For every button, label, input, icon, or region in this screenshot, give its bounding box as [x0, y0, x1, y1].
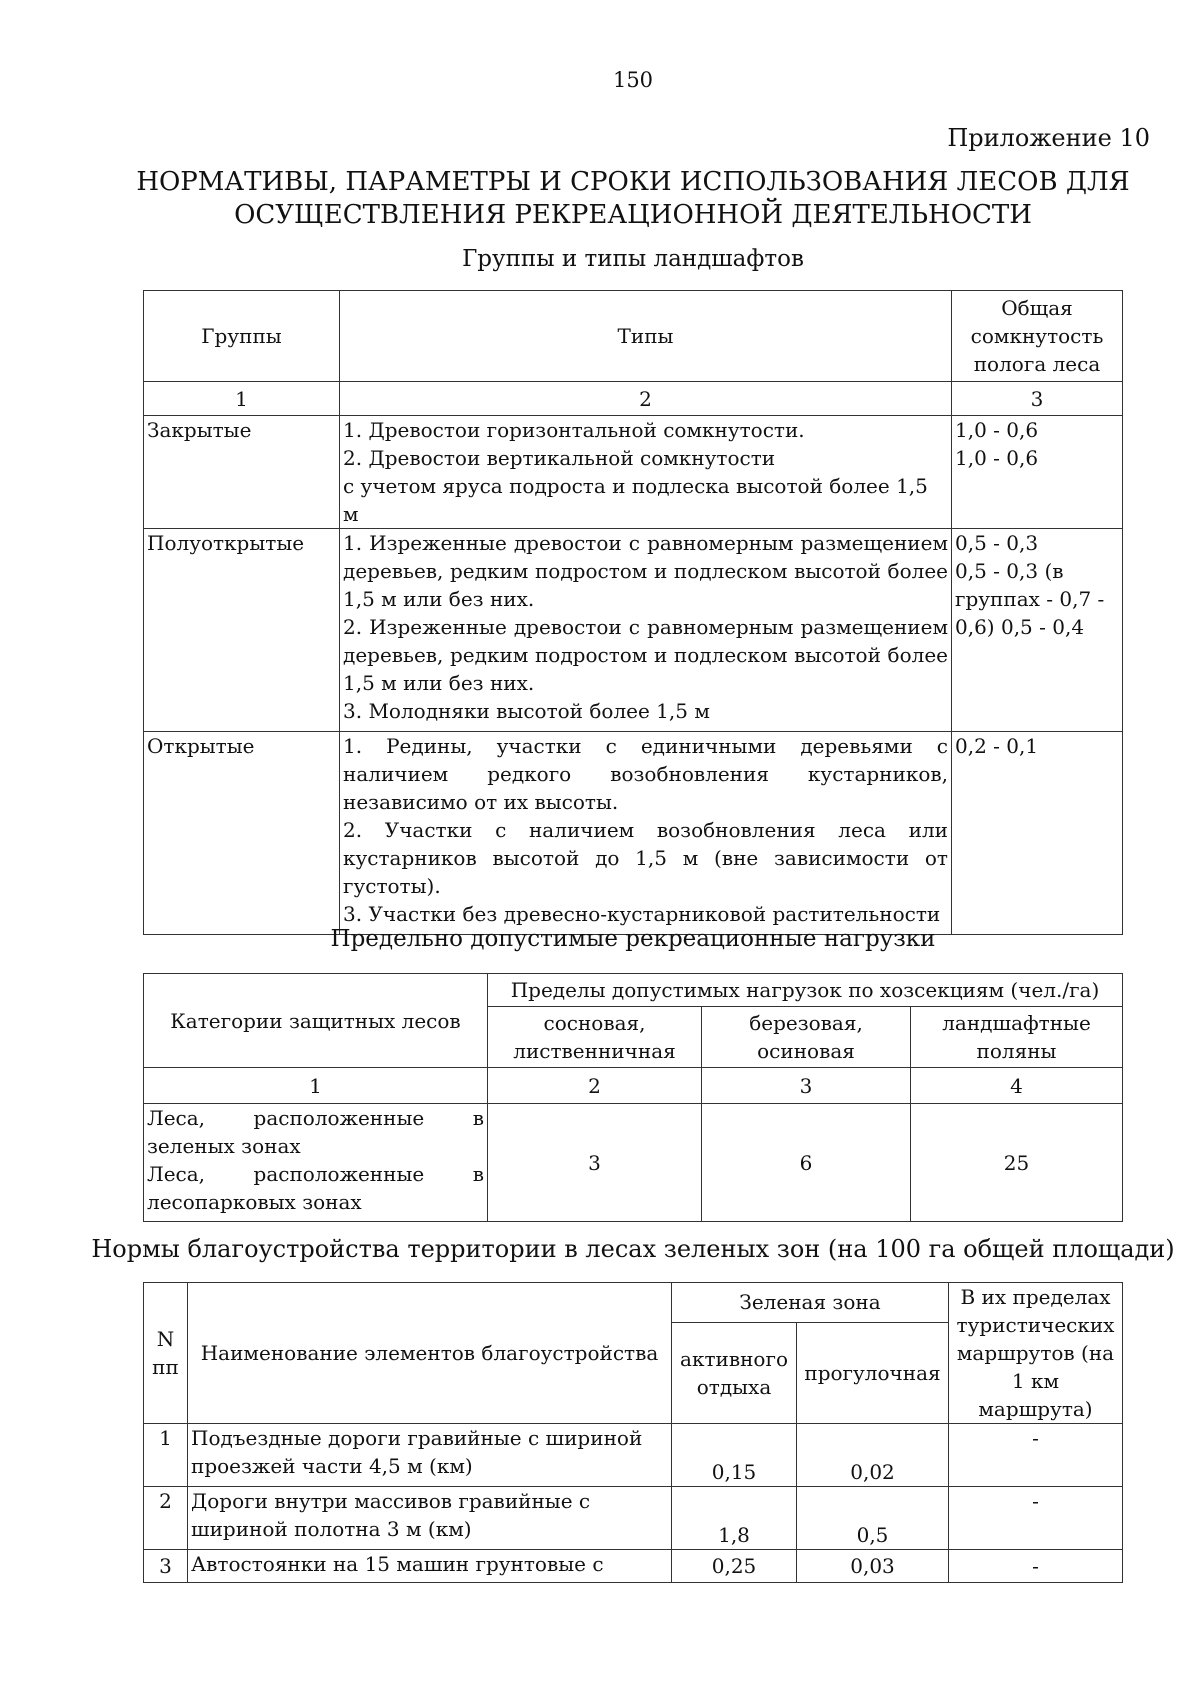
row-number: 1 — [144, 1424, 188, 1487]
value-cell: 3 — [488, 1104, 702, 1222]
header-routes: В их пределах туристических маршрутов (на 1 км маршрута) — [949, 1283, 1123, 1424]
active-cell: 1,8 — [672, 1487, 797, 1550]
header-pine: сосновая, лиственничная — [488, 1007, 702, 1068]
header-limits: Пределы допустимых нагрузок по хозсекциям (чел./га) — [488, 974, 1123, 1007]
row-number: 3 — [144, 1550, 188, 1583]
walk-cell: 0,02 — [797, 1424, 949, 1487]
types-cell — [340, 732, 952, 935]
routes-cell: - — [949, 1487, 1123, 1550]
header-types: Типы — [340, 291, 952, 382]
header-active: активного отдыха — [672, 1322, 797, 1423]
type-item: 2. Участки с наличием возобновления леса или кустарников высотой до 1,5 м (вне зависимости от густоты). — [343, 818, 948, 898]
table-row — [144, 1487, 1123, 1550]
header-num: N пп — [144, 1283, 188, 1424]
routes-cell: - — [949, 1550, 1123, 1583]
group-cell: Полуоткрытые — [144, 529, 340, 732]
category-line: Леса, расположенные в лесопарковых зонах — [147, 1162, 484, 1214]
table-row — [144, 416, 1123, 529]
type-item: с учетом яруса подроста и подлеска высотой более 1,5 м — [343, 474, 928, 526]
name-cell: Автостоянки на 15 машин грунтовые с — [188, 1550, 672, 1583]
table-row — [144, 1424, 1123, 1487]
table-row — [144, 529, 1123, 732]
table-row — [144, 732, 1123, 935]
closure-cell — [952, 416, 1123, 529]
col-number: 2 — [340, 382, 952, 416]
header-walk: прогулочная — [797, 1322, 949, 1423]
col-number: 1 — [144, 1068, 488, 1104]
type-item: 1. Редины, участки с единичными деревьями с наличием редкого возобновления кустарников, независимо от их высоты. — [343, 734, 948, 814]
walk-cell: 0,03 — [797, 1550, 949, 1583]
page-title — [0, 166, 1200, 232]
header-name: Наименование элементов благоустройства — [188, 1283, 672, 1424]
type-item: 1. Изреженные древостои с равномерным размещением деревьев, редким подростом и подлеском высотой более 1,5 м или без них. — [343, 531, 948, 611]
table2-caption: Предельно допустимые рекреационные нагрузки — [330, 926, 936, 952]
appendix-label: Приложение 10 — [947, 124, 1150, 152]
closure-value: 0,2 - 0,1 — [955, 734, 1039, 758]
value-cell: 6 — [702, 1104, 911, 1222]
active-cell: 0,25 — [672, 1550, 797, 1583]
table-row — [144, 1104, 1123, 1222]
group-cell: Закрытые — [144, 416, 340, 529]
types-cell — [340, 529, 952, 732]
category-line: Леса, расположенные в зеленых зонах — [147, 1106, 484, 1158]
types-cell — [340, 416, 952, 529]
closure-value: 1,0 - 0,6 — [955, 446, 1039, 470]
type-item: 2. Изреженные древостои с равномерным размещением деревьев, редким подростом и подлеском высотой более 1,5 м или без них. — [343, 615, 948, 695]
closure-cell — [952, 529, 1123, 732]
name-cell: Подъездные дороги гравийные с шириной проезжей части 4,5 м (км) — [188, 1424, 672, 1487]
header-glades: ландшафтные поляны — [911, 1007, 1123, 1068]
type-item: 1. Древостои горизонтальной сомкнутости. — [343, 418, 805, 442]
table3-caption: Нормы благоустройства территории в лесах зеленых зон (на 100 га общей площади) — [91, 1235, 1175, 1263]
header-birch: березовая, осиновая — [702, 1007, 911, 1068]
category-cell — [144, 1104, 488, 1222]
title-line: НОРМАТИВЫ, ПАРАМЕТРЫ И СРОКИ ИСПОЛЬЗОВАНИЯ ЛЕСОВ ДЛЯ — [136, 167, 1130, 197]
walk-cell: 0,5 — [797, 1487, 949, 1550]
col-number: 2 — [488, 1068, 702, 1104]
value-cell: 25 — [911, 1104, 1123, 1222]
recreation-load-table — [143, 973, 1123, 1222]
closure-value: 0,5 - 0,3 — [955, 531, 1039, 555]
header-green-zone: Зеленая зона — [672, 1283, 949, 1323]
page-number: 150 — [612, 68, 654, 92]
table1-caption: Группы и типы ландшафтов — [462, 246, 804, 272]
group-cell: Открытые — [144, 732, 340, 935]
type-item: 2. Древостои вертикальной сомкнутости — [343, 446, 776, 470]
header-groups: Группы — [144, 291, 340, 382]
table-row — [144, 1550, 1123, 1583]
closure-value: 0,5 - 0,3 (в группах - 0,7 - 0,6) 0,5 - 0,4 — [955, 559, 1105, 639]
row-number: 2 — [144, 1487, 188, 1550]
improvement-norms-table — [143, 1282, 1123, 1583]
landscape-table — [143, 290, 1123, 935]
col-number: 4 — [911, 1068, 1123, 1104]
header-category: Категории защитных лесов — [144, 974, 488, 1068]
routes-cell: - — [949, 1424, 1123, 1487]
active-cell: 0,15 — [672, 1424, 797, 1487]
closure-cell — [952, 732, 1123, 935]
col-number: 3 — [702, 1068, 911, 1104]
title-line: ОСУЩЕСТВЛЕНИЯ РЕКРЕАЦИОННОЙ ДЕЯТЕЛЬНОСТИ — [234, 200, 1032, 230]
header-closure: Общая сомкнутость полога леса — [952, 291, 1123, 382]
closure-value: 1,0 - 0,6 — [955, 418, 1039, 442]
name-cell: Дороги внутри массивов гравийные с шириной полотна 3 м (км) — [188, 1487, 672, 1550]
type-item: 3. Молодняки высотой более 1,5 м — [343, 699, 710, 723]
col-number: 1 — [144, 382, 340, 416]
col-number: 3 — [952, 382, 1123, 416]
type-item: 3. Участки без древесно-кустарниковой растительности — [343, 902, 941, 926]
